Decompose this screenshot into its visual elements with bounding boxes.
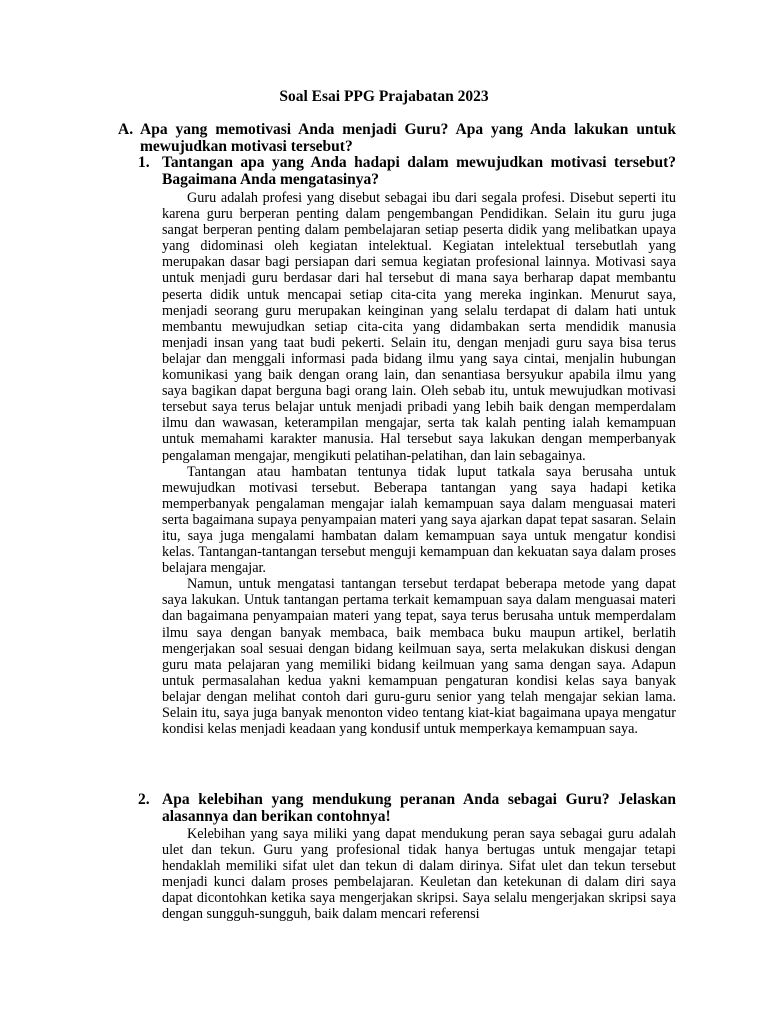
question-2-answer	[162, 826, 676, 923]
question-1-label: 1.	[138, 154, 150, 171]
question-2	[138, 791, 676, 825]
question-2-label: 2.	[138, 791, 150, 808]
question-1-answer	[162, 190, 676, 737]
answer-paragraph: Namun, untuk mengatasi tantangan tersebut terdapat beberapa metode yang dapat saya lakukan. Untuk tantangan pertama terkait kemampuan saya dalam menguasai materi dan bagaimana penyampaian materi yang tepat, saya terus berusaha untuk memperdalam ilmu saya dengan banyak membaca, baik membaca buku maupun artikel, berlatih mengerjakan soal sesuai dengan bidang keilmuan saya, serta melakukan diskusi dengan guru mata pelajaran yang memiliki bidang keilmuan yang sama dengan saya. Adapun untuk permasalahan kedua yakni kemampuan pengaturan kondisi kelas saya banyak belajar dengan melihat contoh dari guru-guru senior yang telah mengajar sekian lama. Selain itu, saya juga banyak menonton video tentang kiat-kiat bagaimana upaya mengatur kondisi kelas menjadi keadaan yang kondusif untuk memperkaya kemampuan saya.	[162, 576, 676, 738]
document-title: Soal Esai PPG Prajabatan 2023	[279, 88, 489, 105]
answer-paragraph: Guru adalah profesi yang disebut sebagai ibu dari segala profesi. Disebut seperti itu karena guru berperan penting dalam pengembangan Pendidikan. Selain itu guru juga sangat berperan penting dalam pembelajaran setiap peserta didik yang melibatkan upaya yang didominasi oleh kegiatan intelektual. Kegiatan intelektual tersebutlah yang merupakan dasar bagi persiapan dari semua kegiatan profesional lainnya. Motivasi saya untuk menjadi guru berdasar dari hal tersebut di mana saya berharap dapat membantu peserta didik untuk mencapai setiap cita-cita yang mereka inginkan. Menurut saya, menjadi seorang guru merupakan keinginan yang selalu terdapat di dalam hati untuk membantu mewujudkan setiap cita-cita yang didambakan serta mendidik manusia menjadi insan yang taat budi pekerti. Selain itu, dengan menjadi guru saya bisa terus belajar dan menggali informasi pada bidang ilmu yang saya cintai, menjalin hubungan komunikasi yang baik dengan orang lain, dan senantiasa bersyukur apabila ilmu yang saya bagikan dapat berguna bagi orang lain. Oleh sebab itu, untuk mewujudkan motivasi tersebut saya terus belajar untuk menjadi pribadi yang lebih baik dengan memperdalam ilmu dan wawasan, keterampilan mengajar, serta tak kalah penting ialah kemampuan untuk memahami karakter manusia. Hal tersebut saya lakukan dengan memperbanyak pengalaman mengajar, mengikuti pelatihan-pelatihan, dan lain sebagainya.	[162, 190, 676, 464]
answer-paragraph: Tantangan atau hambatan tentunya tidak luput tatkala saya berusaha untuk mewujudkan motivasi tersebut. Beberapa tantangan yang saya hadapi ketika memperbanyak pengalaman mengajar ialah kemampuan saya dalam menguasai materi serta bagaimana supaya penyampaian materi yang saya ajarkan dapat tepat sasaran. Selain itu, saya juga mengalami hambatan dalam kemampuan saya untuk mengatur kondisi kelas. Tantangan-tantangan tersebut menguji kemampuan dan kekuatan saya dalam proses belajara mengajar.	[162, 463, 676, 577]
section-a-text: Apa yang memotivasi Anda menjadi Guru? Apa yang Anda lakukan untuk mewujudkan motivasi tersebut?	[140, 121, 676, 155]
question-2-text: Apa kelebihan yang mendukung peranan Anda sebagai Guru? Jelaskan alasannya dan berikan contohnya!	[162, 791, 676, 825]
question-1-text: Tantangan apa yang Anda hadapi dalam mewujudkan motivasi tersebut? Bagaimana Anda mengatasinya?	[162, 154, 676, 188]
question-1	[138, 154, 676, 188]
answer-paragraph: Kelebihan yang saya miliki yang dapat mendukung peran saya sebagai guru adalah ulet dan tekun. Guru yang profesional tidak hanya bertugas untuk mengajar tetapi hendaklah memiliki sifat ulet dan tekun di dalam dirinya. Sifat ulet dan tekun tersebut menjadi kunci dalam proses pembelajaran. Keuletan dan ketekunan di dalam diri saya dapat dicontohkan ketika saya mengerjakan skripsi. Saya selalu mengerjakan skripsi saya dengan sungguh-sungguh, baik dalam mencari referensi	[162, 826, 676, 923]
section-a-question	[118, 121, 676, 155]
section-a-label: A.	[118, 121, 134, 138]
